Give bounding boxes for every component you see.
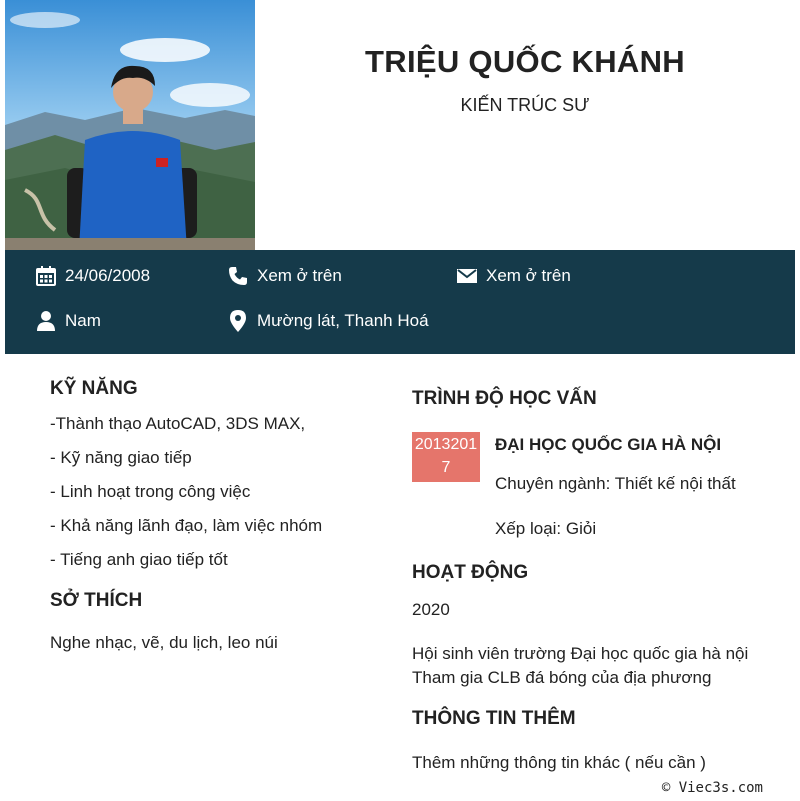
skills-heading: KỸ NĂNG	[50, 378, 138, 399]
education-school: ĐẠI HỌC QUỐC GIA HÀ NỘI	[495, 435, 722, 454]
education-heading: TRÌNH ĐỘ HỌC VẤN	[412, 388, 597, 409]
phone-item	[227, 265, 342, 287]
education-entry	[412, 432, 782, 542]
email-text: Xem ở trên	[486, 266, 571, 285]
skills-list	[50, 414, 370, 570]
skill-item: - Tiếng anh giao tiếp tốt	[50, 550, 228, 569]
calendar-icon	[35, 265, 57, 287]
activities-heading: HOẠT ĐỘNG	[412, 562, 529, 583]
phone-text: Xem ở trên	[257, 266, 342, 285]
address-item	[227, 310, 429, 332]
left-column	[50, 378, 370, 655]
job-title: KIẾN TRÚC SƯ	[460, 95, 590, 115]
contact-bar	[5, 250, 795, 354]
footer-credit: © Viec3s.com	[661, 780, 763, 796]
address-text: Mường lát, Thanh Hoá	[257, 311, 429, 330]
right-column	[412, 388, 782, 775]
birthday-item	[35, 265, 150, 287]
birthday-text: 24/06/2008	[65, 266, 151, 285]
gender-item	[35, 310, 101, 332]
profile-photo-image	[5, 0, 255, 250]
location-pin-icon	[227, 310, 249, 332]
hobbies-heading: SỞ THÍCH	[50, 590, 143, 611]
activities-year: 2020	[412, 600, 450, 619]
skill-item: -Thành thạo AutoCAD, 3DS MAX,	[50, 414, 306, 433]
extra-text: Thêm những thông tin khác ( nếu cần )	[412, 753, 706, 772]
phone-icon	[227, 265, 249, 287]
skill-item: - Kỹ năng giao tiếp	[50, 448, 192, 467]
education-major: Chuyên ngành: Thiết kế nội thất	[495, 474, 736, 493]
extra-heading: THÔNG TIN THÊM	[412, 708, 576, 729]
education-rank: Xếp loại: Giỏi	[495, 519, 597, 538]
skill-item: - Khả năng lãnh đạo, làm việc nhóm	[50, 516, 323, 535]
education-year-badge: 20132017	[412, 432, 480, 482]
skill-item: - Linh hoạt trong công việc	[50, 482, 251, 501]
envelope-icon	[456, 265, 478, 287]
profile-photo	[5, 0, 255, 250]
header	[255, 0, 795, 250]
hobbies-text: Nghe nhạc, vẽ, du lịch, leo núi	[50, 633, 278, 652]
activities-line: Hội sinh viên trường Đại học quốc gia hà nội	[412, 644, 749, 663]
activities-line: Tham gia CLB đá bóng của địa phương	[412, 668, 712, 687]
gender-text: Nam	[65, 311, 101, 330]
candidate-name: TRIỆU QUỐC KHÁNH	[365, 44, 685, 79]
person-icon	[35, 310, 57, 332]
email-item	[456, 265, 571, 287]
